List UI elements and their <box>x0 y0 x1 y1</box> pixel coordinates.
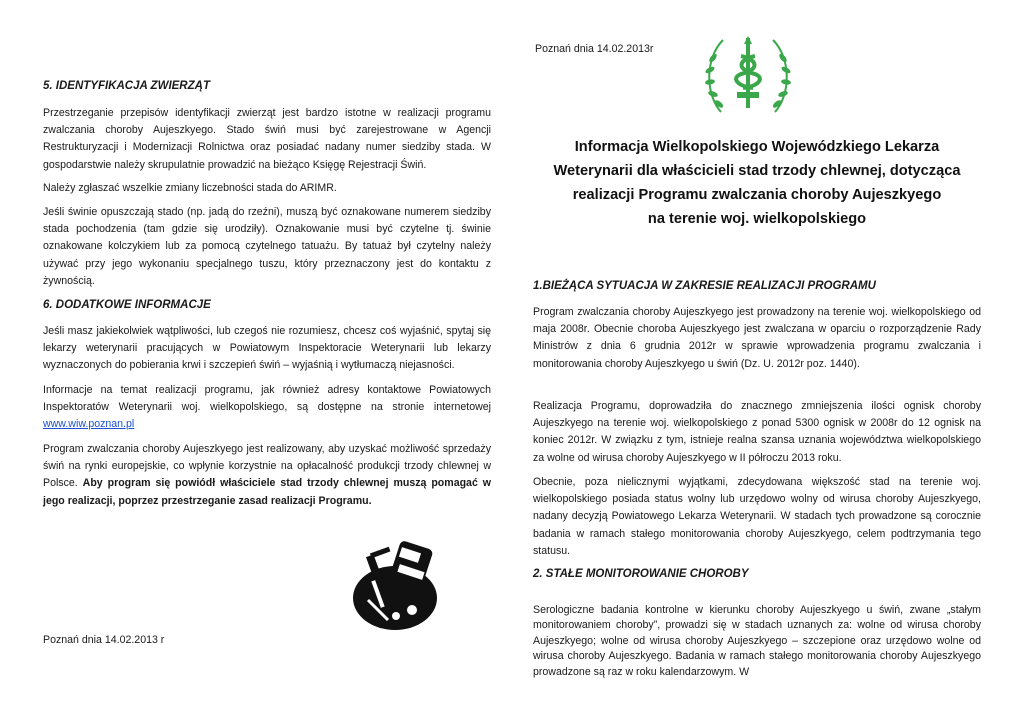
title-line-3: realizacji Programu zwalczania choroby Aujeszkyego <box>572 187 942 203</box>
title-line-1: Informacja Wielkopolskiego Wojewódzkiego Lekarza <box>574 139 940 155</box>
section-6-paragraph-3-bold: Aby program się powiódł właściciele stad trzody chlewnej muszą pomagać w jego realizacji, poprzez przestrzeganie zasad realizacji Programu. <box>43 477 492 507</box>
section-2-heading: 2. STAŁE MONITOROWANIE CHOROBY <box>533 568 749 580</box>
title-line-2: Weterynarii dla właścicieli stad trzody chlewnej, dotycząca <box>553 163 961 179</box>
section-2-paragraph-1: Serologiczne badania kontrolne w kierunku choroby Aujeszkyego u świń, zwane „stałym monitorowaniem choroby”, prowadzi się w stadach uznanych za: wolne od wirusa choroby Aujeszkyego; wolne od wirusa choroby Aujeszkyego – szczepione oraz urzędowo wolne od wirusa choroby Aujeszkyego. Badania w ramach stałego monitorowania choroby Aujeszkyego prowadzone są raz w roku kalendarzowym. W <box>533 604 981 678</box>
section-5-heading: 5. IDENTYFIKACJA ZWIERZĄT <box>43 80 210 92</box>
website-link[interactable]: www.wiw.poznan.pl <box>43 418 135 431</box>
left-date: Poznań dnia 14.02.2013 r <box>43 634 165 646</box>
section-5-paragraph-3: Jeśli świnie opuszczają stado (np. jadą do rzeźni), muszą być oznakowane numerem siedziby stada pochodzenia (tam gdzie się urodziły). Oznakowanie musi być czytelne tj. świnie oznakowane kolczykiem lub za pomocą czytelnego tatuażu. By tatuaż był czytelny należy używać przy jego wykonaniu specjalnego tuszu, który przeznaczony jest do kontaktu z żywnością. <box>43 206 491 287</box>
section-5-paragraph-2: Należy zgłaszać wszelkie zmiany liczebności stada do ARIMR. <box>43 182 337 194</box>
veterinary-caduceus-laurel-logo <box>701 30 795 120</box>
section-1-paragraph-3: Obecnie, poza nielicznymi wyjątkami, zdecydowana większość stad na terenie woj. wielkopolskiego posiada status wolny lub urzędowo wolny od wirusa choroby Aujeszkyego, nadany decyzją Powiatowego Lekarza Weterynarii. W stadach tych prowadzone są corocznie badania w ramach stałego monitorowania choroby Aujeszkyego, celem podtrzymania tego statusu. <box>533 476 981 557</box>
section-6-heading: 6. DODATKOWE INFORMACJE <box>43 299 211 311</box>
section-1-paragraph-2: Realizacja Programu, doprowadziła do znacznego zmniejszenia ilości ognisk choroby Aujeszkyego na terenie woj. wielkopolskiego z ponad 5300 ognisk w 2008r do 12 ognisk na koniec 2012r. W związku z tym, istnieje realna szansa uznania województwa wielkopolskiego za wolne od wirusa choroby Aujeszkyego w II półroczu 2013 roku. <box>533 400 981 464</box>
section-1-paragraph-1: Program zwalczania choroby Aujeszkyego jest prowadzony na terenie woj. wielkopolskiego od maja 2008r. Obecnie choroba Aujeszkyego jest zwalczana w oparciu o rozporządzenie Rady Ministrów z dnia 6 grudnia 2012r w sprawie wprowadzenia programu zwalczania i monitorowania choroby Aujeszkyego u świń (Dz. U. 2012r poz. 1440). <box>533 306 981 370</box>
section-6-paragraph-2-text: Informacje na temat realizacji programu, jak również adresy kontaktowe Powiatowych Inspektoratów Weterynarii woj. wielkopolskiego, są dostępne na stronie internetowej <box>43 384 491 414</box>
section-6-paragraph-2 <box>43 382 491 434</box>
section-6-paragraph-3-text: Program zwalczania choroby Aujeszkyego jest realizowany, aby uzyskać możliwość sprzedaży świń na rynki europejskie, co wpłynie korzystnie na opłacalność produkcji trzody chlewnej w Polsce. <box>43 443 491 490</box>
pig-syringe-medicine-icon <box>348 540 443 635</box>
title-line-4: na terenie woj. wielkopolskiego <box>647 211 867 227</box>
section-1-heading: 1.BIEŻĄCA SYTUACJA W ZAKRESIE REALIZACJI PROGRAMU <box>533 280 876 292</box>
section-5-paragraph-1: Przestrzeganie przepisów identyfikacji zwierząt jest bardzo istotne w realizacji programu zwalczania choroby Aujeszkyego. Stado świń musi być zarejestrowane w Agencji Restrukturyzacji i Modernizacji Rolnictwa oraz posiadać nadany numer siedziby stada. W gospodarstwie należy skrupulatnie prowadzić na bieżąco Księgę Rejestracji Świń. <box>43 107 491 171</box>
section-6-paragraph-1: Jeśli masz jakiekolwiek wątpliwości, lub czegoś nie rozumiesz, chcesz coś wyjaśnić, spytaj się lekarzy weterynarii pracujących w Powiatowym Inspektoracie Weterynarii lub lekarzy wyznaczonych do pobierania krwi i szczepień świń – wyjaśnią i wytłumaczą niejasności. <box>43 325 491 372</box>
document-title <box>533 135 981 231</box>
section-6-paragraph-3 <box>43 441 491 510</box>
right-date: Poznań dnia 14.02.2013r <box>535 43 654 55</box>
